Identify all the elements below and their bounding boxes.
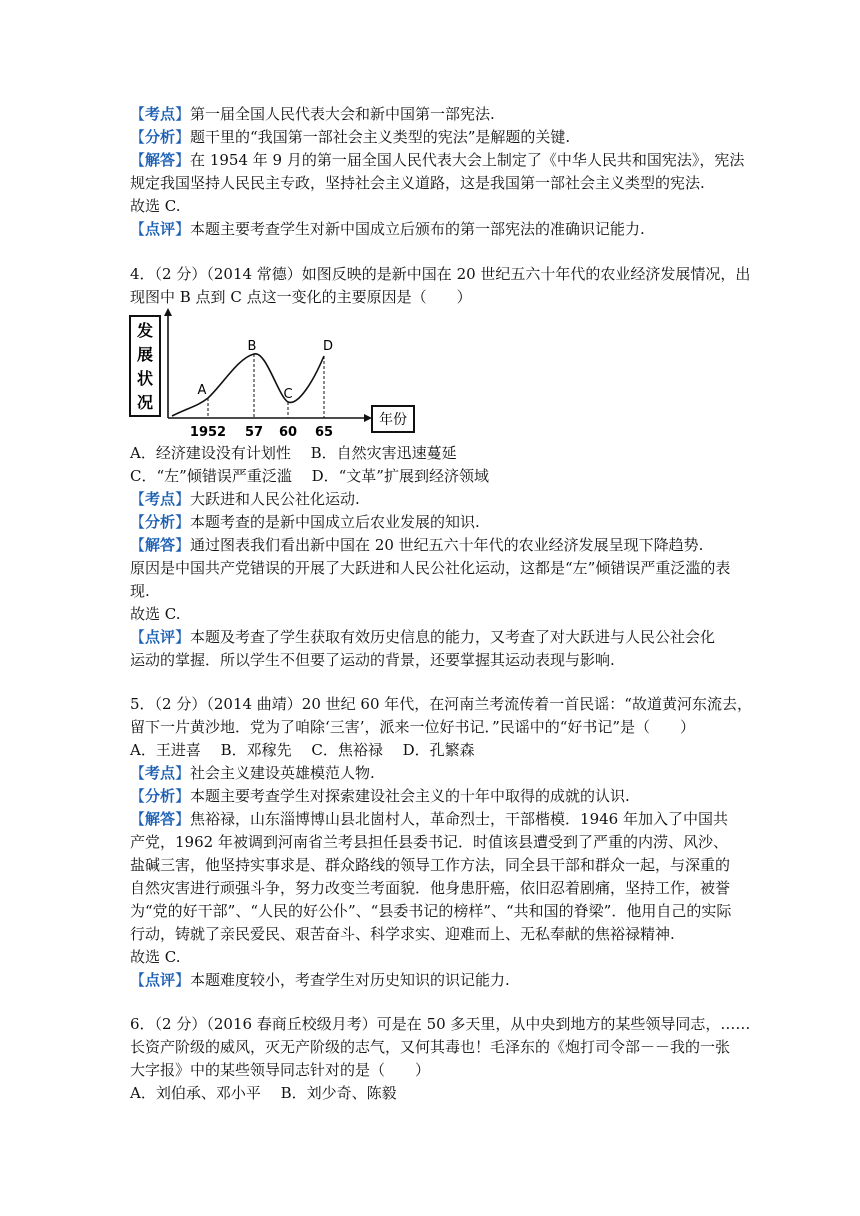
dianping-tag: 【点评】	[130, 628, 191, 646]
q4-options-ab: A．经济建设没有计划性 B．自然灾害迅速蔓延	[130, 444, 457, 462]
dianping-tag: 【点评】	[130, 971, 191, 989]
x-tick-label: 57	[244, 425, 264, 440]
q5-jieda-cont-2: 产党，1962 年被调到河南省兰考县担任县委书记．时值该县遭受到了严重的内涝、风沙、	[130, 833, 728, 851]
kaodian-text: 大跃进和人民公社化运动.	[190, 490, 360, 508]
x-tick-label: 65	[314, 425, 334, 440]
q5-jieda-cont-4: 自然灾害进行顽强斗争，努力改变兰考面貌．他身患肝癌，依旧忍着剧痛，坚持工作，被誉	[130, 879, 731, 897]
q5-answer: 故选 C.	[130, 948, 181, 966]
q5-jieda-cont-5: 为“党的好干部”、“人民的好公仆”、“县委书记的榜样”、“共和国的脊梁”．他用自己的实际	[130, 902, 732, 920]
x-tick-label: 60	[278, 425, 298, 440]
q4-dianping-cont: 运动的掌握．所以学生不但要了运动的背景，还要掌握其运动表现与影响.	[130, 651, 615, 669]
q5-stem-cont: 留下一片黄沙地．党为了咱除‘三害’，派来一位好书记．”民谣中的“好书记”是（ ）	[130, 718, 696, 736]
point-b-label: B	[247, 339, 257, 354]
ylabel-char: 发	[136, 321, 154, 340]
q5-jieda	[130, 808, 740, 830]
point-d-label: D	[322, 339, 334, 354]
fenxi-text: 题干里的“我国第一部社会主义类型的宪法”是解题的关键.	[190, 128, 571, 146]
q5-options: A．王进喜 B．邓稼先 C．焦裕禄 D．孔繁森	[130, 741, 475, 759]
q4-dianping	[130, 626, 740, 648]
q3-jieda	[130, 149, 745, 171]
fenxi-tag: 【分析】	[130, 513, 191, 531]
jieda-text: 在 1954 年 9 月的第一届全国人民代表大会上制定了《中华人民共和国宪法》，宪法	[190, 151, 745, 169]
q4-answer: 故选 C.	[130, 605, 181, 623]
q3-kaodian	[130, 103, 740, 125]
xlabel: 年份	[379, 412, 407, 428]
jieda-tag: 【解答】	[130, 151, 191, 169]
agriculture-chart	[128, 306, 418, 442]
ylabel-char: 况	[136, 393, 154, 412]
q5-jieda-cont-6: 行动，铸就了亲民爱民、艰苦奋斗、科学求实、迎难而上、无私奉献的焦裕禄精神.	[130, 925, 675, 943]
q4-stem: 4．（2 分）（2014 常德）如图反映的是新中国在 20 世纪五六十年代的农业经济发展情况，出	[130, 265, 751, 283]
kaodian-tag: 【考点】	[130, 490, 191, 508]
fenxi-text: 本题考查的是新中国成立后农业发展的知识.	[190, 513, 480, 531]
q5-fenxi	[130, 785, 740, 807]
q3-jieda-cont: 规定我国坚持人民民主专政，坚持社会主义道路，这是我国第一部社会主义类型的宪法.	[130, 174, 705, 192]
q4-kaodian	[130, 488, 740, 510]
q3-dianping	[130, 218, 740, 240]
q4-reason-cont: 现.	[130, 582, 150, 600]
fenxi-tag: 【分析】	[130, 128, 191, 146]
q3-answer: 故选 C.	[130, 197, 181, 215]
jieda-tag: 【解答】	[130, 536, 191, 554]
ylabel-char: 展	[136, 345, 154, 364]
q5-stem: 5．（2 分）（2014 曲靖）20 世纪 60 年代，在河南兰考流传着一首民谣：“故道黄河东流去，	[130, 695, 752, 713]
q4-options-cd: C．“左”倾错误严重泛滥 D．“文革”扩展到经济领域	[130, 467, 489, 485]
point-c-label: C	[283, 387, 293, 402]
point-a-label: A	[197, 383, 207, 398]
jieda-text: 焦裕禄，山东淄博博山县北崮村人，革命烈士，干部楷模．1946 年加入了中国共	[190, 810, 728, 828]
fenxi-tag: 【分析】	[130, 787, 191, 805]
kaodian-text: 社会主义建设英雄模范人物.	[190, 764, 375, 782]
jieda-text: 通过图表我们看出新中国在 20 世纪五六十年代的农业经济发展呈现下降趋势.	[190, 536, 704, 554]
q6-stem-cont-2: 大字报》中的某些领导同志针对的是（ ）	[130, 1061, 431, 1079]
jieda-tag: 【解答】	[130, 810, 191, 828]
q6-stem-cont: 长资产阶级的威风，灭无产阶级的志气，又何其毒也！毛泽东的《炮打司令部－－我的一张	[130, 1038, 731, 1056]
q3-fenxi	[130, 126, 740, 148]
ylabel	[136, 321, 153, 412]
kaodian-tag: 【考点】	[130, 764, 191, 782]
q4-reason: 原因是中国共产党错误的开展了大跃进和人民公社化运动，这都是“左”倾错误严重泛滥的表	[130, 559, 731, 577]
q4-stem-cont: 现图中 B 点到 C 点这一变化的主要原因是（ ）	[130, 288, 472, 306]
dianping-text: 本题主要考查学生对新中国成立后颁布的第一部宪法的准确识记能力.	[190, 220, 645, 238]
x-tick-label: 1952	[189, 425, 227, 440]
development-curve	[172, 354, 324, 416]
kaodian-tag: 【考点】	[130, 105, 191, 123]
x-axis-arrow	[364, 414, 372, 422]
dianping-text: 本题及考查了学生获取有效历史信息的能力，又考查了对大跃进与人民公社会化	[190, 628, 716, 646]
q5-dianping	[130, 969, 740, 991]
dianping-tag: 【点评】	[130, 220, 191, 238]
y-axis-arrow	[164, 308, 172, 316]
q4-fenxi	[130, 511, 740, 533]
kaodian-text: 第一届全国人民代表大会和新中国第一部宪法.	[190, 105, 495, 123]
fenxi-text: 本题主要考查学生对探索建设社会主义的十年中取得的成就的认识.	[190, 787, 630, 805]
ylabel-char: 状	[136, 369, 154, 388]
q5-jieda-cont-3: 盐碱三害，他坚持实事求是、群众路线的领导工作方法，同全县干部和群众一起，与深重的	[130, 856, 731, 874]
dianping-text: 本题难度较小，考查学生对历史知识的识记能力.	[190, 971, 510, 989]
q5-kaodian	[130, 762, 740, 784]
q4-jieda	[130, 534, 740, 556]
q6-stem: 6．（2 分）（2016 春商丘校级月考）可是在 50 多天里，从中央到地方的某些领导同志，……	[130, 1015, 751, 1033]
q6-options: A．刘伯承、邓小平 B．刘少奇、陈毅	[130, 1084, 397, 1102]
